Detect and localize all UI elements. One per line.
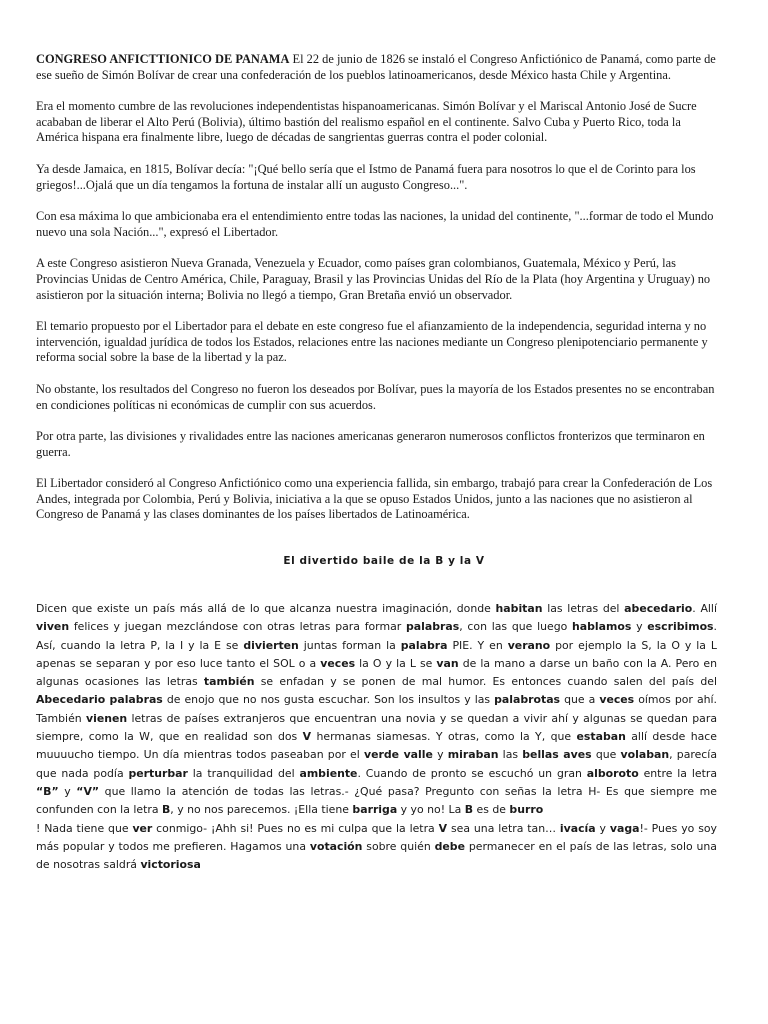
story-text: sea una letra tan…: [447, 821, 560, 835]
story-bold-word: alboroto: [586, 766, 639, 780]
story-bold-word: hablamos: [572, 620, 632, 634]
story-text: ! Nada tiene que: [36, 821, 133, 835]
story-bold-word: abecedario: [624, 602, 693, 615]
story-text: y: [631, 620, 648, 634]
story-text: conmigo- ¡Ahh si! Pues no es mi culpa que la letra: [152, 821, 439, 835]
story-text: se enfadan y se ponen de mal humor. Es entonces cuando salen del país del: [254, 675, 717, 689]
story-text: la tranquilidad del: [187, 766, 300, 780]
story-bold-word: también: [203, 675, 255, 689]
story-text: permanecer en el país de las letras, solo una de nosotras saldrá: [36, 839, 717, 872]
story-text: que: [591, 748, 621, 762]
article-paragraph: No obstante, los resultados del Congreso no fueron los deseados por Bolívar, pues la mayoría de los Estados presentes no se encontraban en condiciones políticas ni económicas de cumplir con sus acuerdos.: [36, 381, 715, 412]
story-bold-word: vienen: [86, 711, 128, 725]
story-text: sobre quién: [362, 839, 435, 853]
story-bold-word: “B”: [36, 784, 59, 798]
article-paragraph: Ya desde Jamaica, en 1815, Bolívar decía: "¡Qué bello sería que el Istmo de Panamá fuera para nosotros lo que el de Corinto para los griegos!...Ojalá que un día tengamos la fortuna de instalar allí un augusto Congreso...".: [36, 161, 696, 192]
story-text: , parecía que nada podía: [36, 748, 717, 780]
story-text: las letras del: [542, 602, 625, 615]
story-bold-word: votación: [309, 839, 363, 853]
story-bold-word: barriga: [352, 803, 398, 817]
story-text: que llamo la atención de todas las letras.- ¿Qué pasa? Pregunto con señas la letra H- Es que siempre me confunden con la letra: [36, 784, 717, 817]
article-paragraph: Era el momento cumbre de las revoluciones independentistas hispanoamericanas. Simón Bolívar y el Mariscal Antonio José de Sucre acababan de liberar el Alto Perú (Bolivia), último bastión del realismo español en el continente. Salvo Cuba y Puerto Rico, toda la América hispana era finalmente libre, luego de décadas de sangrientas guerras contra el poder colonial.: [36, 99, 697, 145]
story-text: letras de países extranjeros que encuentran una novia y se quedan a vivir ahí y algunas se quedan para siempre, como la W, que en realidad son dos: [36, 711, 717, 744]
story-bold-word: V: [302, 730, 312, 744]
story-text: . Cuando de pronto se escuchó un gran: [357, 766, 587, 780]
story-text: entre la letra: [638, 766, 717, 780]
story-text: y: [595, 821, 610, 835]
article-paragraph: [36, 52, 722, 83]
story-text: y: [432, 748, 448, 762]
story-bold-word: vaga: [609, 821, 640, 835]
story-bold-word: palabrotas: [494, 693, 561, 707]
story-text: la O y la L se: [355, 656, 437, 670]
story-bold-word: viven: [36, 620, 70, 634]
story-text: . Allí: [692, 602, 717, 615]
story-text: , con las que luego: [459, 620, 573, 634]
story-text: y yo no! La: [397, 803, 465, 817]
story-bold-word: ivacía: [559, 821, 596, 835]
story-bold-word: van: [436, 656, 459, 670]
story-title: El divertido baile de la B y la V: [283, 555, 485, 567]
story-bold-word: burro: [509, 803, 544, 817]
story-bold-word: verano: [507, 638, 551, 652]
story-text: , y no nos parecemos. ¡Ella tiene: [170, 803, 353, 817]
story-text: por ejemplo la S, la O y la L apenas se separan y por eso luce tanto el SOL o a: [36, 638, 717, 670]
story-text: . Así, cuando la letra P, la I y la E se: [36, 620, 718, 652]
story-bold-word: debe: [434, 839, 465, 853]
story-text: felices y juegan mezclándose con otras letras para formar: [69, 620, 406, 634]
article-paragraph: El temario propuesto por el Libertador para el debate en este congreso fue el afianzamiento de la independencia, seguridad interna y no intervención, igualdad jurídica de todos los Estados, relaciones entre las naciones mediante un Congreso plenipotenciario permanente y reforma social sobre la base de la libertad y la paz.: [36, 319, 708, 365]
story-bold-word: habitan: [495, 602, 543, 615]
story-bold-word: B: [464, 803, 474, 817]
story-text: oímos por ahí. También: [36, 693, 718, 725]
story-bold-word: palabra: [400, 638, 448, 652]
article-paragraph: A este Congreso asistieron Nueva Granada, Venezuela y Ecuador, como países gran colombianos, Guatemala, México y Perú, las Provincias Unidas de Centro América, Chile, Paraguay, Brasil y las Provincias Unidas del Río de la Plata (hoy Argentina y Uruguay) no asistieron por la situación interna; Bolivia no llegó a tiempo, Gran Bretaña envió un observador.: [36, 256, 711, 302]
story-bold-word: veces: [599, 693, 635, 707]
story-bold-word: verde valle: [364, 748, 433, 762]
story-bold-word: ver: [132, 821, 153, 835]
story-text: que a: [560, 693, 600, 707]
article-intro-text: El 22 de junio de 1826 se instaló el Congreso Anfictiónico de Panamá, como parte de ese sueño de Simón Bolívar de crear una confederación de los pueblos latinoamericanos, desde México hasta Chile y Argentina.: [36, 52, 716, 82]
story-text: juntas forman la: [298, 638, 401, 652]
story-text: PIE. Y en: [447, 638, 508, 652]
story-text: !- Pues yo soy más popular y todos me prefieren. Hagamos una: [36, 821, 717, 853]
story-bold-word: veces: [320, 656, 356, 670]
story-bold-word: estaban: [576, 730, 626, 744]
story-text: allí desde hace muuuucho tiempo. Un día mientras todos paseaban por el: [36, 730, 717, 762]
story-bold-word: perturbar: [128, 766, 188, 780]
story-text: es de: [473, 803, 510, 817]
story-paragraph: [36, 600, 717, 820]
story-text: las: [498, 748, 523, 762]
story-text: y: [58, 784, 77, 798]
story-bold-word: bellas aves: [522, 748, 592, 762]
story-bold-word: Abecedario palabras: [36, 693, 163, 707]
story-bold-word: volaban: [620, 748, 670, 762]
story-bold-word: divierten: [243, 638, 299, 652]
story-text: de la mano a darse un baño con la A. Pero en algunas ocasiones las letras: [36, 656, 718, 689]
article-title: CONGRESO ANFICTTIONICO DE PANAMA: [36, 52, 290, 66]
story-bold-word: palabras: [405, 620, 460, 634]
story-bold-word: B: [161, 803, 171, 817]
story-bold-word: miraban: [447, 748, 499, 762]
story-body: [36, 600, 717, 874]
story-bold-word: victoriosa: [140, 858, 201, 872]
story-text: de enojo que no nos gusta escuchar. Son los insultos y las: [162, 693, 495, 707]
story-bold-word: “V”: [76, 784, 100, 798]
story-paragraph: [36, 820, 717, 875]
article-paragraph: Por otra parte, las divisiones y rivalidades entre las naciones americanas generaron numerosos conflictos fronterizos que terminaron en guerra.: [36, 429, 705, 459]
story-bold-word: V: [438, 821, 448, 835]
story-bold-word: escribimos: [647, 620, 714, 634]
article-paragraph: Con esa máxima lo que ambicionaba era el entendimiento entre todas las naciones, la unidad del continente, "...formar de todo el Mundo nuevo una sola Nación...", expresó el Libertador.: [36, 209, 714, 239]
article-paragraph: El Libertador consideró al Congreso Anfictiónico como una experiencia fallida, sin embargo, trabajó para crear la Confederación de Los Andes, integrada por Colombia, Perú y Bolivia, iniciativa a la que se opuso Estados Unidos, junto a las naciones que no asistieron al Congreso de Panamá y las clases dominantes de los países libertados de Latinoamérica.: [36, 476, 713, 522]
story-bold-word: ambiente: [299, 766, 358, 780]
story-text: hermanas siamesas. Y otras, como la Y, que: [311, 730, 577, 744]
story-text: Dicen que existe un país más allá de lo que alcanza nuestra imaginación, donde: [36, 602, 496, 615]
article-body: [36, 52, 722, 539]
